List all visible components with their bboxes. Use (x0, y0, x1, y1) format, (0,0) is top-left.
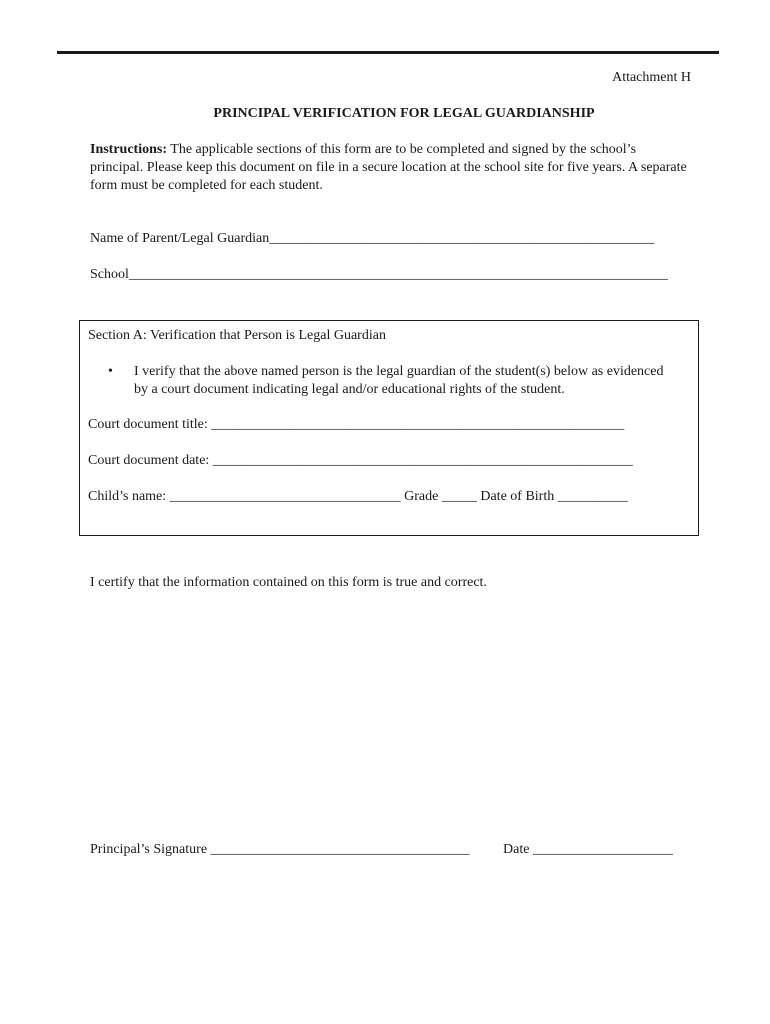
court-document-date-field[interactable]: Court document date: ____________________________________________________________ (88, 453, 633, 468)
form-title: PRINCIPAL VERIFICATION FOR LEGAL GUARDIANSHIP (213, 106, 595, 121)
verification-statement: I verify that the above named person is the legal guardian of the student(s) below as evidenced by a court document indicating legal and/or educational rights of the student. (134, 364, 664, 397)
instructions-paragraph (90, 141, 690, 195)
school-field[interactable]: School_____________________________________________________________________________ (90, 267, 668, 282)
top-rule (57, 51, 719, 54)
child-info-field[interactable]: Child’s name: _________________________________ Grade _____ Date of Birth __________ (88, 489, 628, 504)
signature-row (90, 842, 673, 858)
guardian-name-field[interactable]: Name of Parent/Legal Guardian_______________________________________________________ (90, 231, 655, 246)
section-a-box (79, 320, 699, 536)
signature-date-field[interactable]: Date ____________________ (503, 842, 673, 857)
bullet-icon: • (108, 364, 113, 379)
principal-signature-field[interactable]: Principal’s Signature _____________________________________ (90, 842, 470, 857)
court-document-title-field[interactable]: Court document title: ___________________________________________________________ (88, 417, 625, 432)
certification-statement: I certify that the information contained on this form is true and correct. (90, 575, 487, 590)
section-a-title: Section A: Verification that Person is Legal Guardian (88, 328, 386, 343)
instructions-label: Instructions: (90, 142, 168, 157)
instructions-text: The applicable sections of this form are to be completed and signed by the school’s principal. Please keep this document on file in a secure location at the school site for five years. A separate form must be completed for each student. (90, 142, 687, 193)
attachment-label: Attachment H (612, 70, 691, 85)
